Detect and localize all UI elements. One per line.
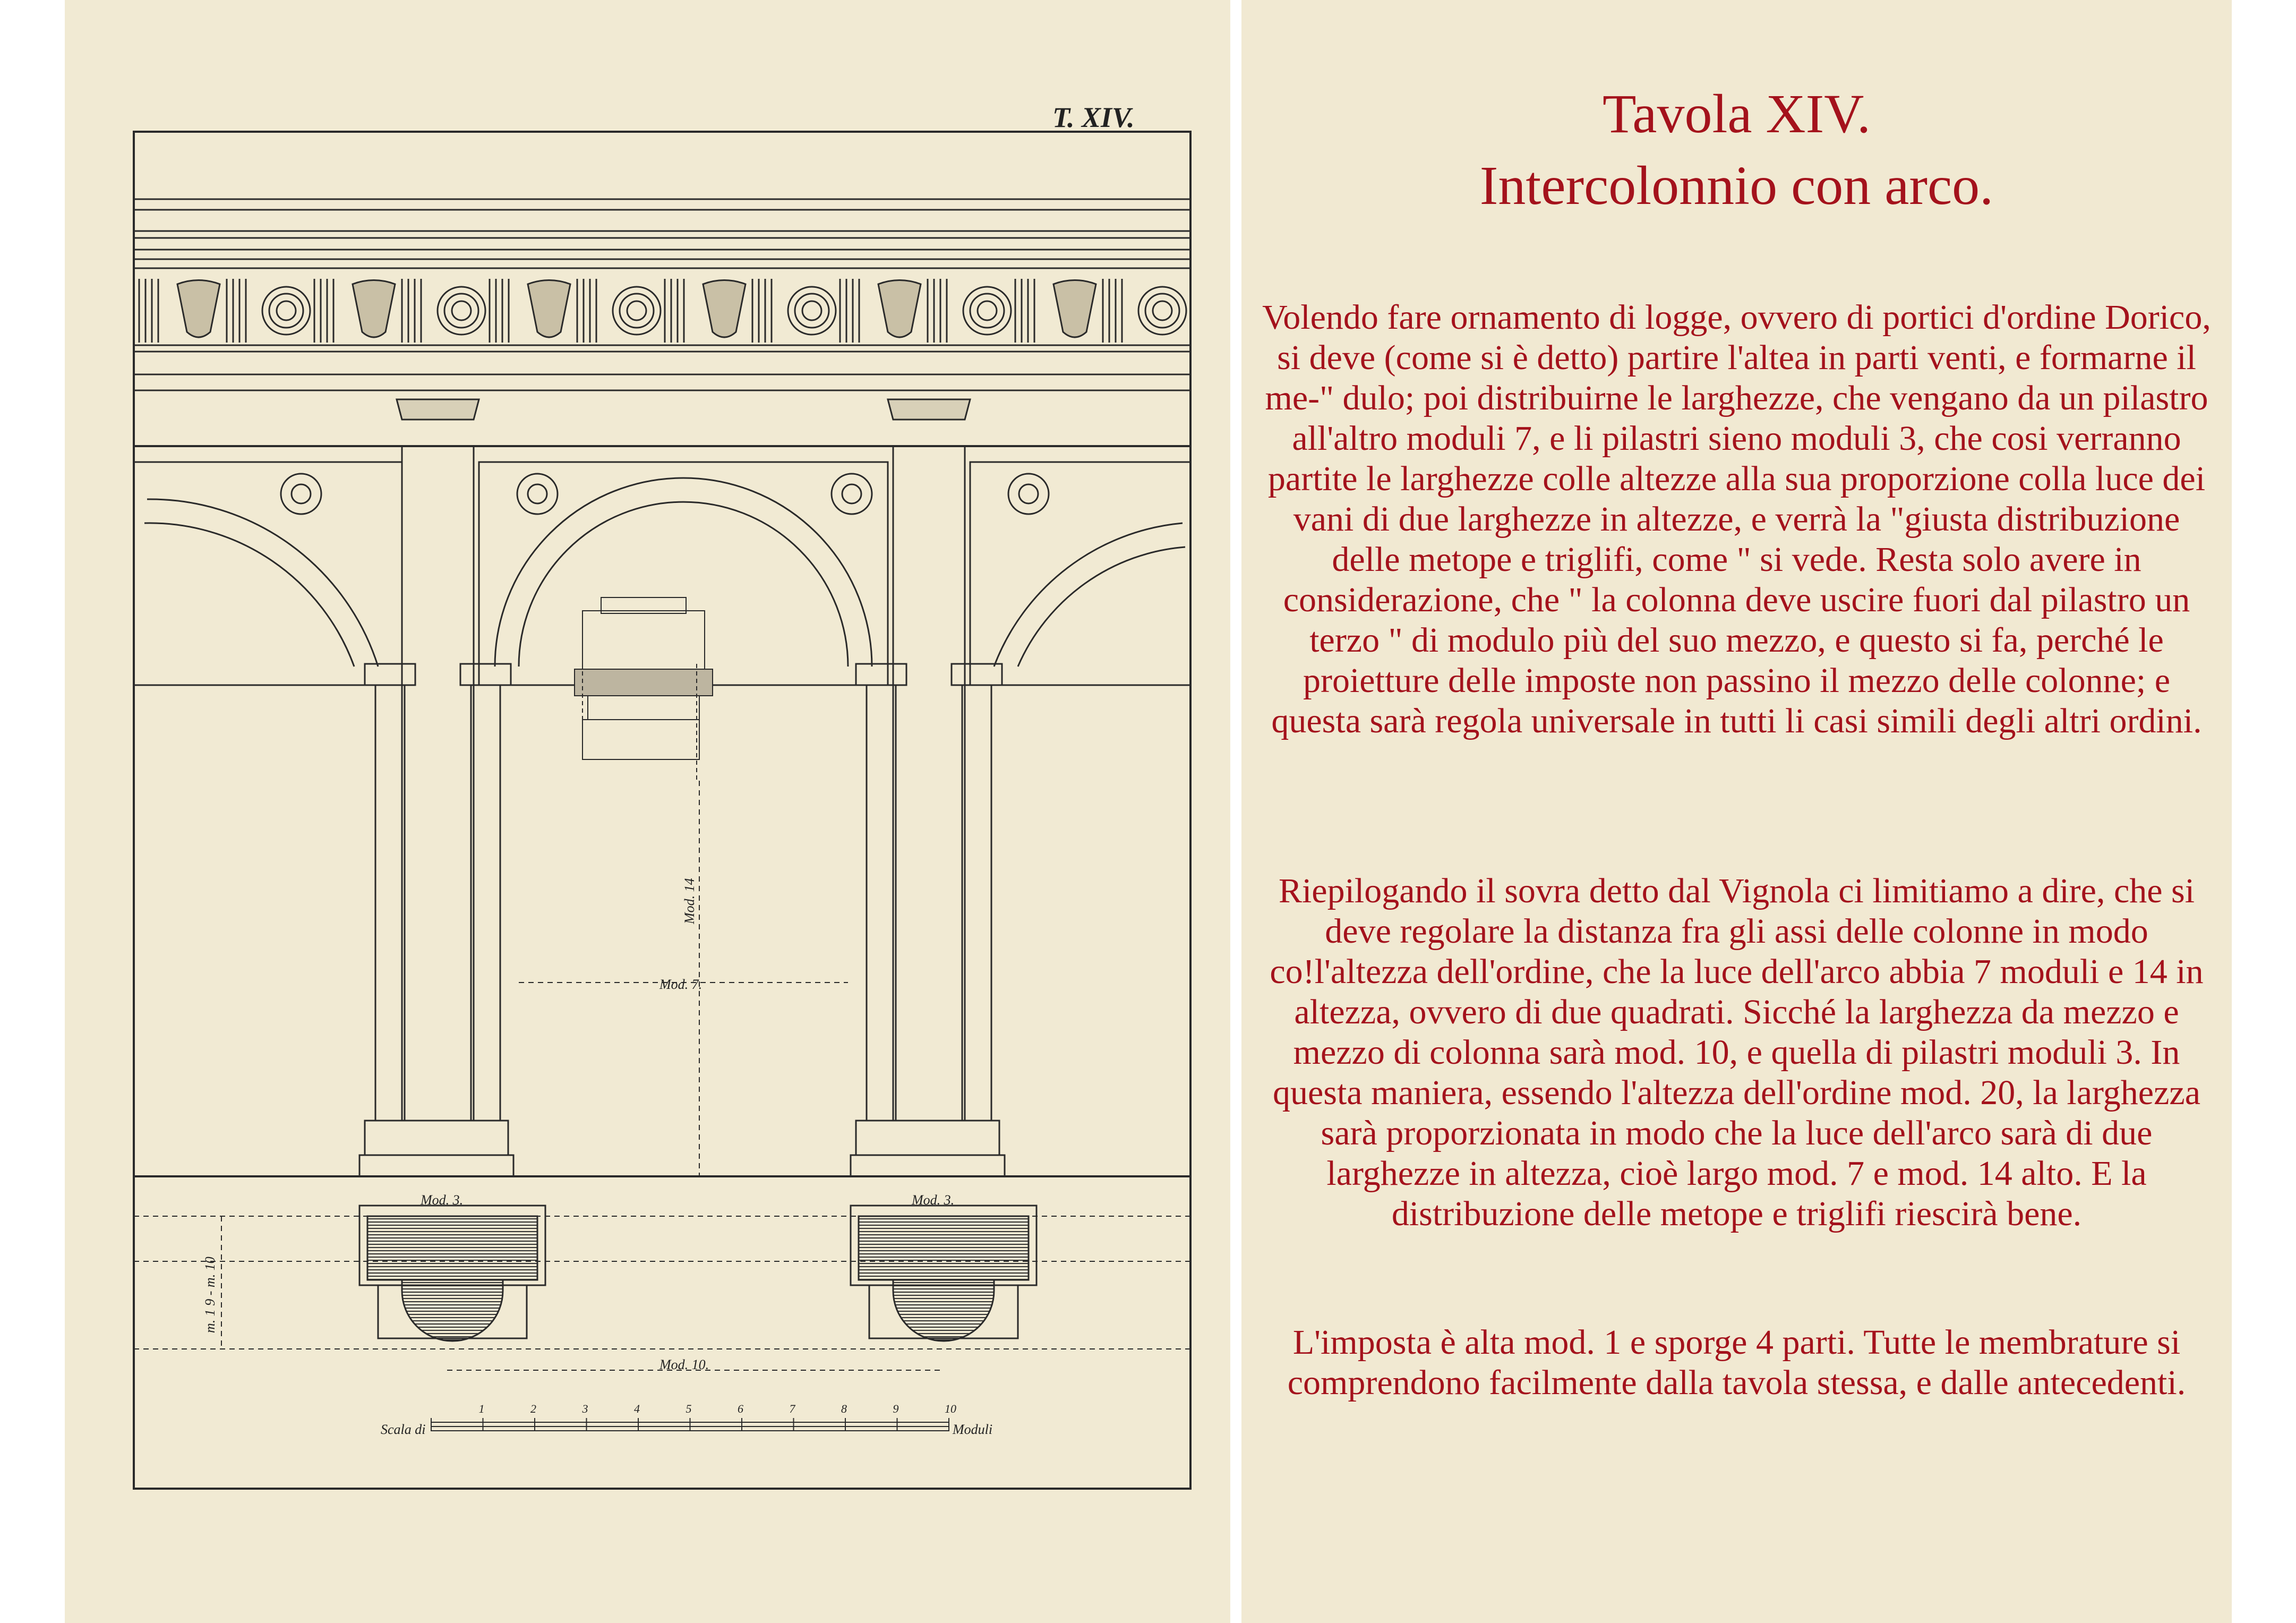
triglyph: [1015, 279, 1034, 343]
triglyph: [665, 279, 684, 343]
metope-ox-skull: [177, 280, 220, 338]
metope-rosette: [438, 287, 485, 335]
scale-tick-label: 2: [530, 1402, 536, 1415]
metope-rosette: [963, 287, 1011, 335]
paragraph-1: Volendo fare ornamento di logge, ovvero di portici d'ordine Dorico, si deve (come si è detto) partire l'altea in parti venti, e formarne il me-" dulo; poi distribuirne le larghezze, che vengano da un pilastro all'altro moduli 7, e li pilastri sieno moduli 3, che cosi verranno partite le larghezze colle altezze alla sua proporzione colla luce dei vani di due larghezze in altezze, e verrà la "giusta distribuzione delle metope e triglifi, come " si vede. Resta solo avere in considerazione, che " la colonna deve uscire fuori dal pilastro un terzo " di modulo più del suo mezzo, e questo si fa, perché le proietture delle imposte non passino il mezzo delle colonne; e questa sarà regola universale in tutti li casi simili degli altri ordini.: [1262, 298, 2211, 740]
left-page-engraving: [65, 0, 1230, 1623]
label-mod14: Mod. 14: [682, 878, 697, 924]
triglyph: [840, 279, 859, 343]
metope-ox-skull: [878, 280, 921, 338]
plate-drawing: [65, 0, 1230, 1623]
triglyph: [1103, 279, 1122, 343]
right-page-text: [1241, 0, 2232, 1623]
scale-tick-label: 1: [478, 1402, 485, 1415]
scale-prefix: Scala di: [381, 1422, 426, 1437]
triglyph: [928, 279, 947, 343]
triglyph: [402, 279, 421, 343]
metope-rosette: [613, 287, 661, 335]
label-dims-left: m. 1 9 - m. 10: [202, 1257, 218, 1333]
label-mod3-right: Mod. 3.: [912, 1192, 955, 1208]
scale-tick-label: 3: [582, 1402, 588, 1415]
scale-tick-label: 9: [893, 1402, 899, 1415]
scale-tick-label: 5: [686, 1402, 692, 1415]
metope-ox-skull: [1053, 280, 1096, 338]
paragraph-2: Riepilogando il sovra detto dal Vignola ci limitiamo a dire, che si deve regolare la distanza fra gli assi delle colonne in modo co!l'altezza dell'ordine, che la luce dell'arco abbia 7 moduli e 14 in altezza, ovvero di due quadrati. Sicché la larghezza da mezzo e mezzo di colonna sarà mod. 10, e quella di pilastri moduli 3. In questa maniera, essendo l'altezza dell'ordine mod. 20, la larghezza sarà proporzionata in modo che la luce dell'arco sarà di due larghezze in altezza, cioè largo mod. 7 e mod. 14 alto. E la distribuzione delle metope e triglifi riescirà bene.: [1270, 872, 2204, 1233]
metope-rosette: [788, 287, 836, 335]
plate-number: T. XIV.: [1052, 101, 1135, 133]
scale-tick-label: 10: [945, 1402, 956, 1415]
triglyph: [139, 279, 158, 343]
scale-tick-label: 6: [738, 1402, 743, 1415]
scale-tick-label: 8: [841, 1402, 847, 1415]
page-title: Tavola XIV.: [1603, 83, 1871, 144]
page-subtitle: Intercolonnio con arco.: [1479, 155, 1994, 216]
label-mod10: Mod. 10.: [659, 1357, 709, 1372]
triglyph: [752, 279, 772, 343]
metope-ox-skull: [528, 280, 570, 338]
page-gutter: [1230, 0, 1241, 1623]
metope-rosette: [262, 287, 310, 335]
scale-tick-label: 4: [634, 1402, 640, 1415]
triglyph: [227, 279, 246, 343]
label-mod7: Mod. 7.: [659, 977, 702, 992]
metope-rosette: [1138, 287, 1186, 335]
label-mod3-left: Mod. 3.: [421, 1192, 464, 1208]
triglyph: [314, 279, 333, 343]
scale-suffix: Moduli: [953, 1422, 993, 1437]
paragraph-3: L'imposta è alta mod. 1 e sporge 4 parti. Tutte le membrature si comprendono facilmente dalla tavola stessa, e dalle antecedenti.: [1287, 1323, 2186, 1402]
triglyph: [577, 279, 596, 343]
scale-tick-label: 7: [789, 1402, 795, 1415]
triglyph: [490, 279, 509, 343]
metope-ox-skull: [353, 280, 395, 338]
metope-ox-skull: [703, 280, 746, 338]
